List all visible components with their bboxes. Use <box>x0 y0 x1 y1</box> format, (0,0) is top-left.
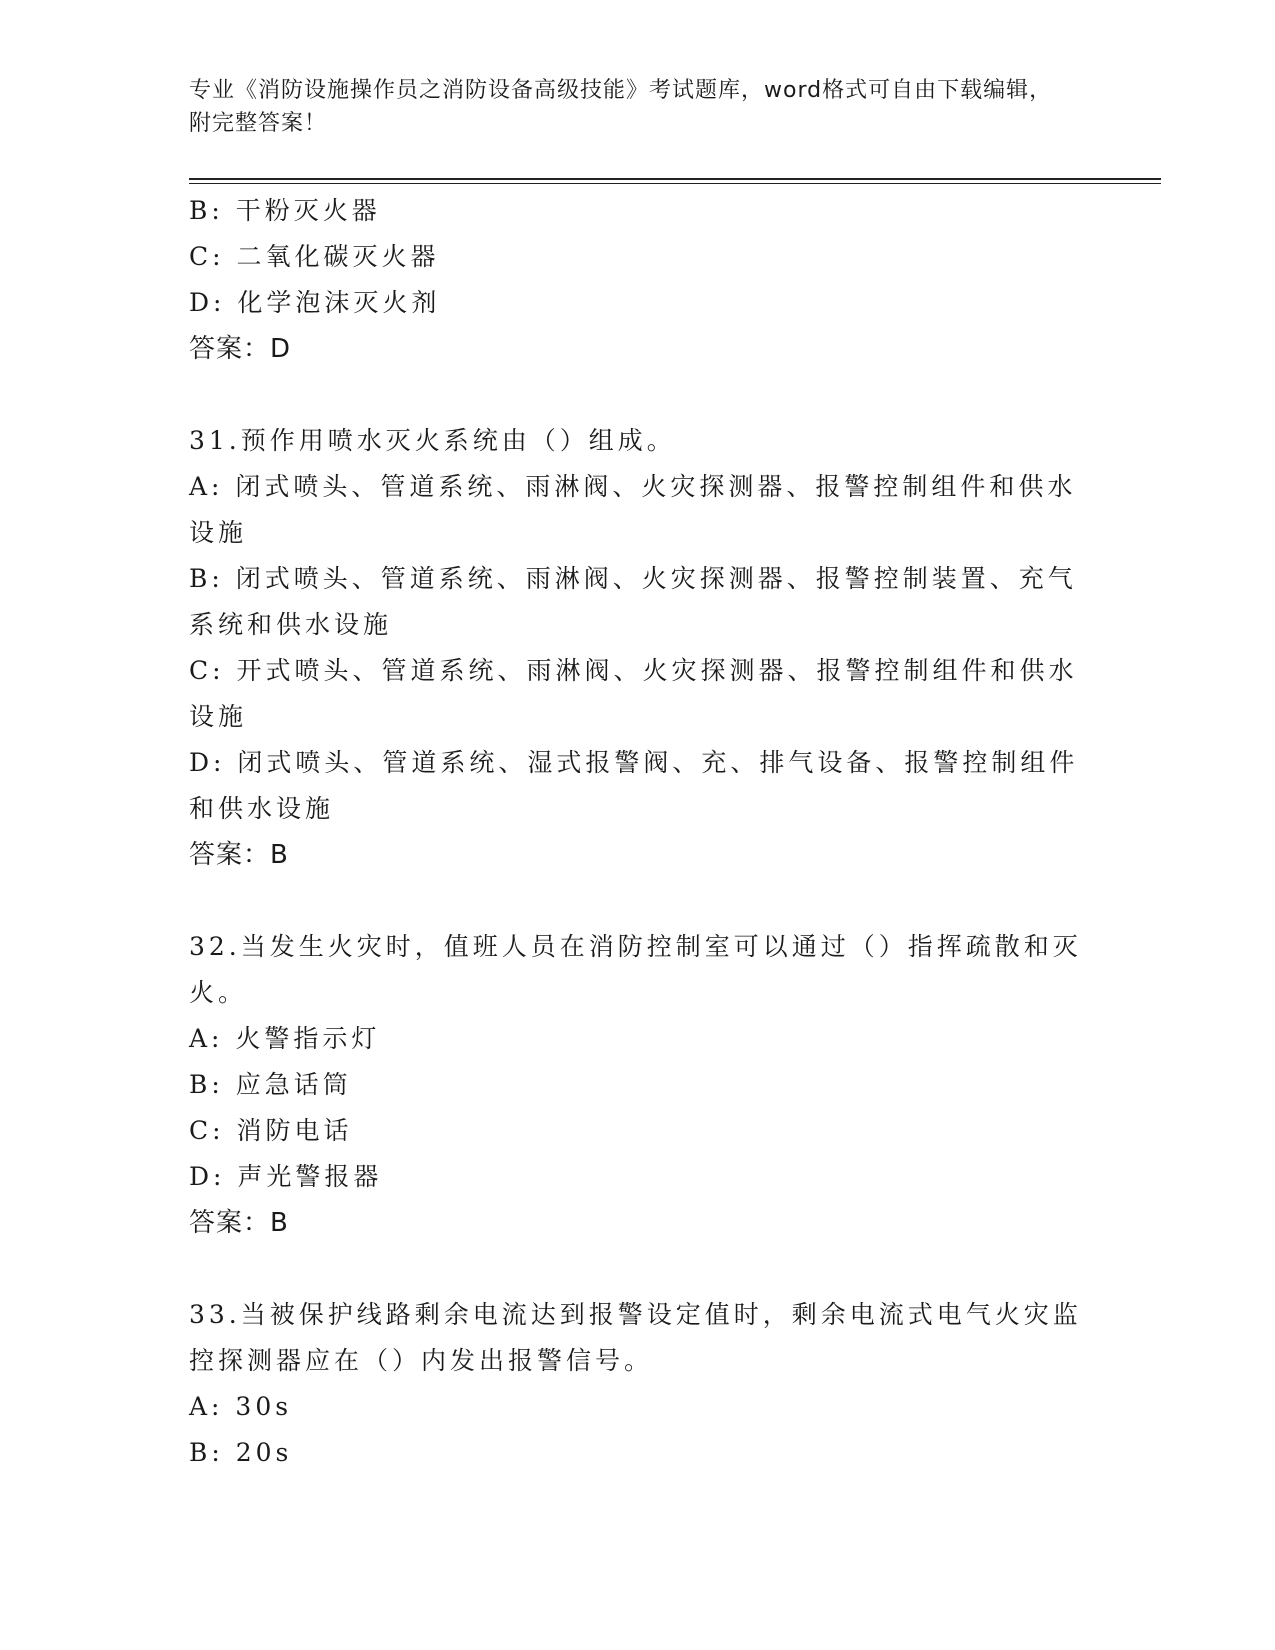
option-c: C: 二氧化碳灭火器 <box>189 242 440 271</box>
question-block-32 <box>189 924 1084 1246</box>
option-b: B: 20s <box>189 1438 293 1467</box>
option-a: A: 火警指示灯 <box>189 1024 381 1053</box>
option-b: B: 应急话筒 <box>189 1070 352 1099</box>
option-a: A: 闭式喷头、管道系统、雨淋阀、火灾探测器、报警控制组件和供水设施 <box>189 472 1077 547</box>
option-b: B: 干粉灭火器 <box>189 196 381 225</box>
question-stem: 32.当发生火灾时，值班人员在消防控制室可以通过（）指挥疏散和灭火。 <box>189 932 1082 1007</box>
document-header: 专业《消防设施操作员之消防设备高级技能》考试题库，word格式可自由下载编辑，附完整答案！ <box>189 78 1053 136</box>
header-rule-thin <box>189 183 1161 184</box>
option-d: D: 闭式喷头、管道系统、湿式报警阀、充、排气设备、报警控制组件和供水设施 <box>189 748 1079 823</box>
spacer <box>189 878 1084 924</box>
spacer <box>189 1246 1084 1292</box>
option-d: D: 声光警报器 <box>189 1162 383 1191</box>
option-d: D: 化学泡沫灭火剂 <box>189 288 441 317</box>
question-block-30 <box>189 188 1084 372</box>
answer-line: 答案：B <box>189 840 289 870</box>
question-stem: 33.当被保护线路剩余电流达到报警设定值时，剩余电流式电气火灾监控探测器应在（）内发出报警信号。 <box>189 1300 1082 1375</box>
question-content <box>189 188 1084 1476</box>
question-block-33 <box>189 1292 1084 1476</box>
answer-line: 答案：D <box>189 334 292 364</box>
question-block-31 <box>189 418 1084 878</box>
option-c: C: 消防电话 <box>189 1116 353 1145</box>
option-c: C: 开式喷头、管道系统、雨淋阀、火灾探测器、报警控制组件和供水设施 <box>189 656 1078 731</box>
option-a: A: 30s <box>189 1392 293 1421</box>
question-stem: 31.预作用喷水灭火系统由（）组成。 <box>189 426 676 455</box>
spacer <box>189 372 1084 418</box>
header-rule-thick <box>189 178 1161 180</box>
answer-line: 答案：B <box>189 1208 289 1238</box>
option-b: B: 闭式喷头、管道系统、雨淋阀、火灾探测器、报警控制装置、充气系统和供水设施 <box>189 564 1077 639</box>
